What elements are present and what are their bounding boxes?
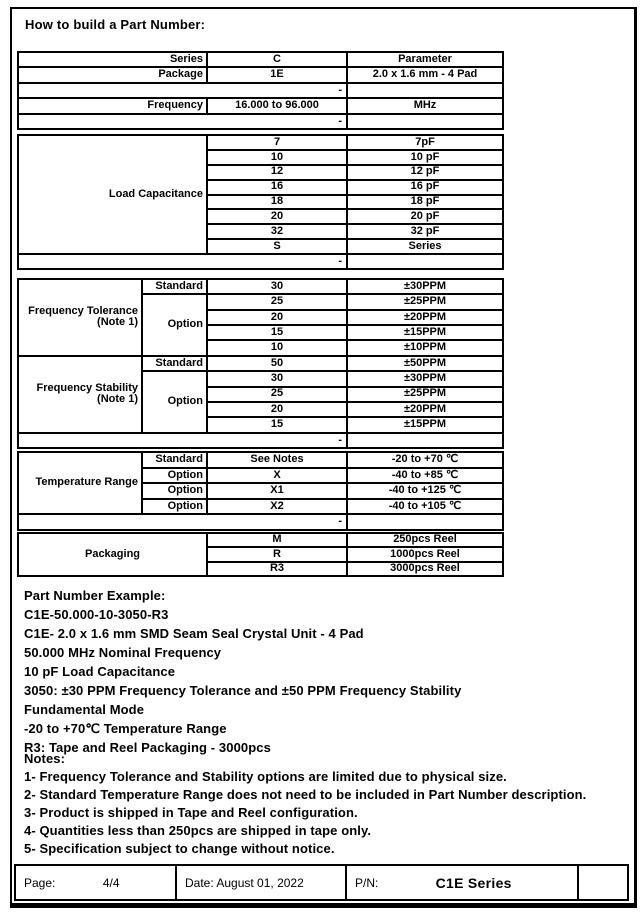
note-line: 2- Standard Temperature Range does not need to be included in Part Number description.: [24, 787, 587, 802]
temperature-range-table: [17, 451, 504, 531]
pn-label: P/N:: [355, 875, 379, 890]
option-code-cell: 20: [207, 402, 347, 417]
example-line: -20 to +70℃ Temperature Range: [24, 721, 227, 736]
option-parameter-cell: 20 pF: [347, 209, 503, 224]
option-parameter-cell: -20 to +70 ℃: [347, 452, 503, 468]
option-code-cell: X1: [207, 483, 347, 499]
option-parameter-cell: 1000pcs Reel: [347, 547, 503, 561]
pn-value: C1E Series: [435, 874, 512, 891]
dash-row: [18, 514, 503, 530]
footer-page-cell: [15, 865, 176, 900]
part-number-header-table: [17, 51, 504, 130]
table-row: [18, 135, 503, 150]
option-code-cell: 18: [207, 195, 347, 210]
option-parameter-cell: ±15PPM: [347, 325, 503, 340]
option-parameter-cell: ±25PPM: [347, 387, 503, 402]
series-value-cell: C: [207, 52, 347, 67]
dash-cell: -: [18, 254, 347, 269]
option-parameter-cell: -40 to +85 ℃: [347, 468, 503, 484]
option-code-cell: 15: [207, 417, 347, 432]
option-code-cell: 10: [207, 340, 347, 355]
table-row: [18, 452, 503, 468]
standard-label-cell: Standard: [142, 452, 207, 468]
option-code-cell: 7: [207, 135, 347, 150]
empty-cell: [347, 514, 503, 530]
frequency-stability-label-cell: [18, 356, 142, 433]
standard-label-cell: Standard: [142, 279, 207, 294]
example-line: Fundamental Mode: [24, 702, 145, 717]
part-number-example-block: [24, 586, 461, 757]
footer-date-cell: [176, 865, 346, 900]
series-label-cell: Series: [18, 52, 207, 67]
option-parameter-cell: 250pcs Reel: [347, 533, 503, 547]
option-label-cell: Option: [142, 294, 207, 355]
note-line: 3- Product is shipped in Tape and Reel configuration.: [24, 805, 358, 820]
footer-pn-wrap: [347, 875, 577, 891]
load-capacitance-table: [17, 134, 504, 270]
standard-label-cell: Standard: [142, 356, 207, 371]
option-parameter-cell: ±25PPM: [347, 294, 503, 309]
option-parameter-cell: 10 pF: [347, 150, 503, 165]
dash-row: [18, 114, 503, 129]
page-number: 4/4: [102, 875, 120, 890]
frequency-tolerance-label: Frequency Tolerance: [28, 304, 138, 317]
dash-row: [18, 83, 503, 98]
series-parameter-cell: Parameter: [347, 52, 503, 67]
frequency-parameter-cell: MHz: [347, 98, 503, 113]
empty-cell: [347, 254, 503, 269]
table-row: [18, 52, 503, 67]
option-code-cell: X: [207, 468, 347, 484]
dash-cell: -: [18, 83, 347, 98]
option-parameter-cell: ±10PPM: [347, 340, 503, 355]
option-code-cell: 20: [207, 209, 347, 224]
frequency-tolerance-note: (Note 1): [97, 316, 138, 329]
option-parameter-cell: 18 pF: [347, 195, 503, 210]
page-label: Page:: [24, 875, 56, 890]
example-heading: Part Number Example:: [24, 588, 166, 603]
note-line: 5- Specification subject to change without notice.: [24, 841, 335, 856]
dash-row: [18, 254, 503, 269]
frequency-label-cell: Frequency: [18, 98, 207, 113]
dash-cell: -: [18, 514, 347, 530]
table-row: [18, 533, 503, 547]
example-line: C1E-50.000-10-3050-R3: [24, 607, 169, 622]
option-parameter-cell: -40 to +125 ℃: [347, 483, 503, 499]
footer-row: [15, 865, 628, 900]
note-line: 4- Quantities less than 250pcs are shipped in tape only.: [24, 823, 372, 838]
option-code-cell: 50: [207, 356, 347, 371]
temperature-range-label-cell: Temperature Range: [18, 452, 142, 514]
frequency-stability-label: Frequency Stability: [36, 381, 138, 394]
option-parameter-cell: -40 to +105 ℃: [347, 499, 503, 515]
footer-page-wrap: [16, 876, 175, 890]
notes-block: [24, 750, 586, 858]
option-code-cell: 25: [207, 387, 347, 402]
frequency-stability-note: (Note 1): [97, 393, 138, 406]
load-capacitance-label-cell: Load Capacitance: [18, 135, 207, 254]
option-parameter-cell: 3000pcs Reel: [347, 562, 503, 576]
option-label-cell: Option: [142, 499, 207, 515]
option-parameter-cell: ±15PPM: [347, 417, 503, 432]
frequency-value-cell: 16.000 to 96.000: [207, 98, 347, 113]
example-line: 3050: ±30 PPM Frequency Tolerance and ±50 PPM Frequency Stability: [24, 683, 462, 698]
example-line: 50.000 MHz Nominal Frequency: [24, 645, 222, 660]
option-code-cell: R: [207, 547, 347, 561]
option-code-cell: 10: [207, 150, 347, 165]
option-parameter-cell: ±50PPM: [347, 356, 503, 371]
empty-cell: [347, 114, 503, 129]
note-line: 1- Frequency Tolerance and Stability options are limited due to physical size.: [24, 769, 507, 784]
table-row: [18, 67, 503, 82]
option-code-cell: S: [207, 239, 347, 254]
package-label-cell: Package: [18, 67, 207, 82]
packaging-label-cell: Packaging: [18, 533, 207, 576]
footer-pn-cell: [346, 865, 578, 900]
option-parameter-cell: 32 pF: [347, 224, 503, 239]
date-text: Date: August 01, 2022: [185, 875, 304, 890]
option-code-cell: 15: [207, 325, 347, 340]
option-parameter-cell: 12 pF: [347, 165, 503, 180]
dash-row: [18, 433, 503, 448]
footer-empty-cell: [578, 865, 628, 900]
example-line: 10 pF Load Capacitance: [24, 664, 176, 679]
option-label-cell: Option: [142, 371, 207, 432]
footer-table: [14, 864, 629, 901]
option-parameter-cell: Series: [347, 239, 503, 254]
tolerance-stability-table: [17, 278, 504, 449]
example-line: R3: Tape and Reel Packaging - 3000pcs: [24, 740, 271, 755]
empty-cell: [347, 433, 503, 448]
option-parameter-cell: ±30PPM: [347, 371, 503, 386]
option-parameter-cell: 16 pF: [347, 180, 503, 195]
option-code-cell: 20: [207, 310, 347, 325]
option-label-cell: Option: [142, 468, 207, 484]
dash-cell: -: [18, 114, 347, 129]
notes-heading: Notes:: [24, 751, 66, 766]
option-parameter-cell: ±30PPM: [347, 279, 503, 294]
option-code-cell: M: [207, 533, 347, 547]
option-parameter-cell: ±20PPM: [347, 310, 503, 325]
option-code-cell: 30: [207, 279, 347, 294]
frequency-tolerance-label-cell: [18, 279, 142, 356]
option-parameter-cell: ±20PPM: [347, 402, 503, 417]
example-line: C1E- 2.0 x 1.6 mm SMD Seam Seal Crystal Unit - 4 Pad: [24, 626, 364, 641]
packaging-table: [17, 532, 504, 577]
option-parameter-cell: 7pF: [347, 135, 503, 150]
option-code-cell: R3: [207, 562, 347, 576]
option-code-cell: 30: [207, 371, 347, 386]
option-code-cell: 16: [207, 180, 347, 195]
package-parameter-cell: 2.0 x 1.6 mm - 4 Pad: [347, 67, 503, 82]
option-code-cell: X2: [207, 499, 347, 515]
option-code-cell: 25: [207, 294, 347, 309]
dash-cell: -: [18, 433, 347, 448]
package-value-cell: 1E: [207, 67, 347, 82]
option-code-cell: 32: [207, 224, 347, 239]
table-row: [18, 98, 503, 113]
table-row: [18, 279, 503, 294]
page-title: How to build a Part Number:: [25, 17, 206, 32]
empty-cell: [347, 83, 503, 98]
table-row: [18, 356, 503, 371]
option-code-cell: 12: [207, 165, 347, 180]
option-code-cell: See Notes: [207, 452, 347, 468]
option-label-cell: Option: [142, 483, 207, 499]
footer-date-wrap: [177, 876, 345, 890]
